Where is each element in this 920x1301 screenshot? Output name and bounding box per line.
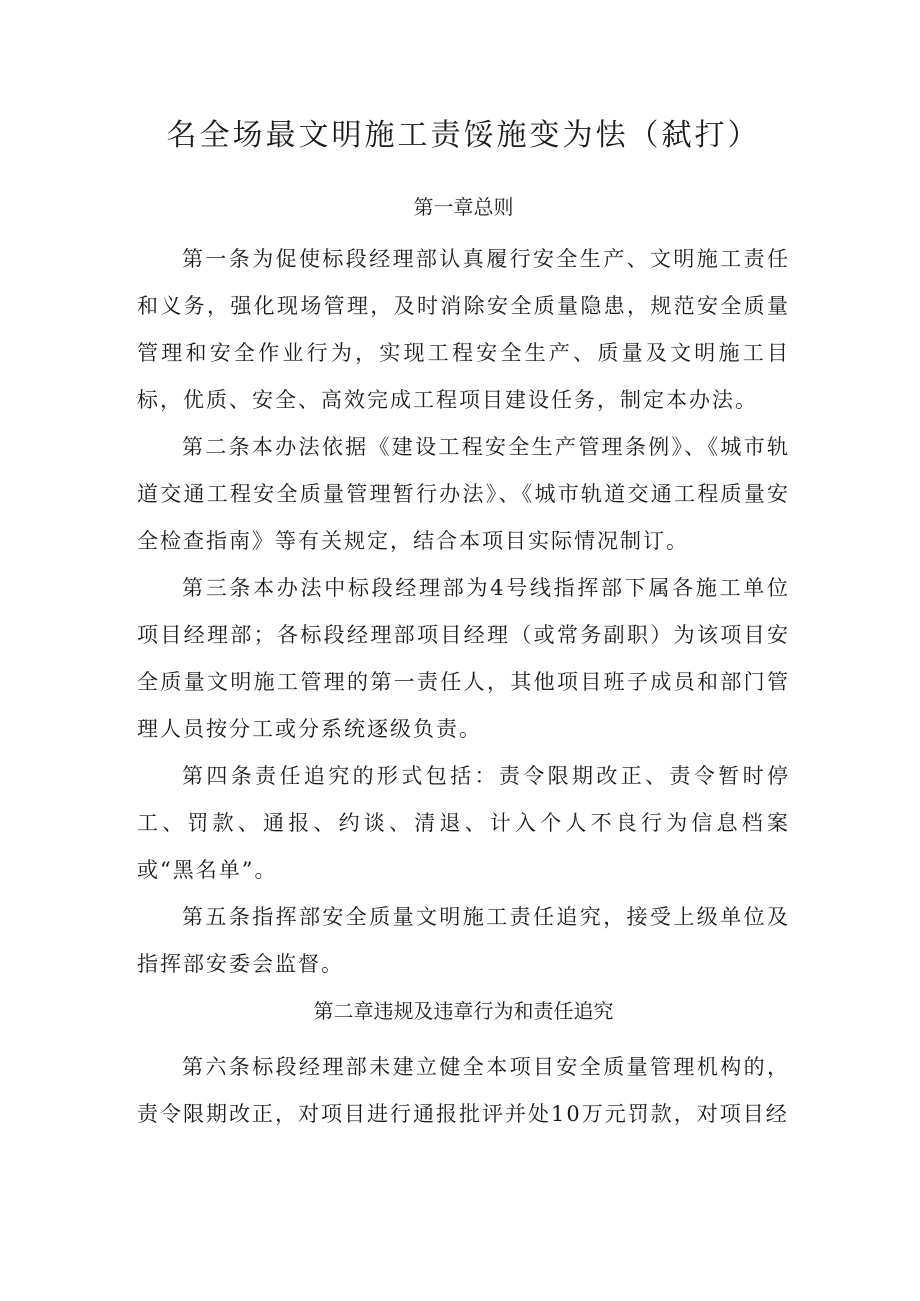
article-2: 第二条本办法依据《建设工程安全生产管理条例》、《城市轨道交通工程安全质量管理暂行办法》、《城市轨道交通工程质量安全检查指南》等有关规定，结合本项目实际情况制订。 [137,435,790,553]
article-4: 第四条责任追究的形式包括：责令限期改正、责令暂时停工、罚款、通报、约谈、清退、计入个人不良行为信息档案或“黑名单”。 [137,764,790,882]
article-5: 第五条指挥部安全质量文明施工责任追究，接受上级单位及指挥部安委会监督。 [137,905,790,976]
document-title: 名全场最文明施工责馁施变为怯（弑打） [166,118,761,153]
article-6: 第六条标段经理部未建立健全本项目安全质量管理机构的，责令限期改正，对项目进行通报批评并处10万元罚款，对项目经 [137,1055,790,1126]
article-1: 第一条为促使标段经理部认真履行安全生产、文明施工责任和义务，强化现场管理，及时消除安全质量隐患，规范安全质量管理和安全作业行为，实现工程安全生产、质量及文明施工目标，优质、安全、高效完成工程项目建设任务，制定本办法。 [137,247,790,412]
chapter-2-heading: 第二章违规及违章行为和责任追究 [313,999,614,1023]
article-3: 第三条本办法中标段经理部为4号线指挥部下属各施工单位项目经理部；各标段经理部项目经理（或常务副职）为该项目安全质量文明施工管理的第一责任人，其他项目班子成员和部门管理人员按分工或分系统逐级负责。 [137,576,790,741]
chapter-1-heading: 第一章总则 [413,195,514,219]
